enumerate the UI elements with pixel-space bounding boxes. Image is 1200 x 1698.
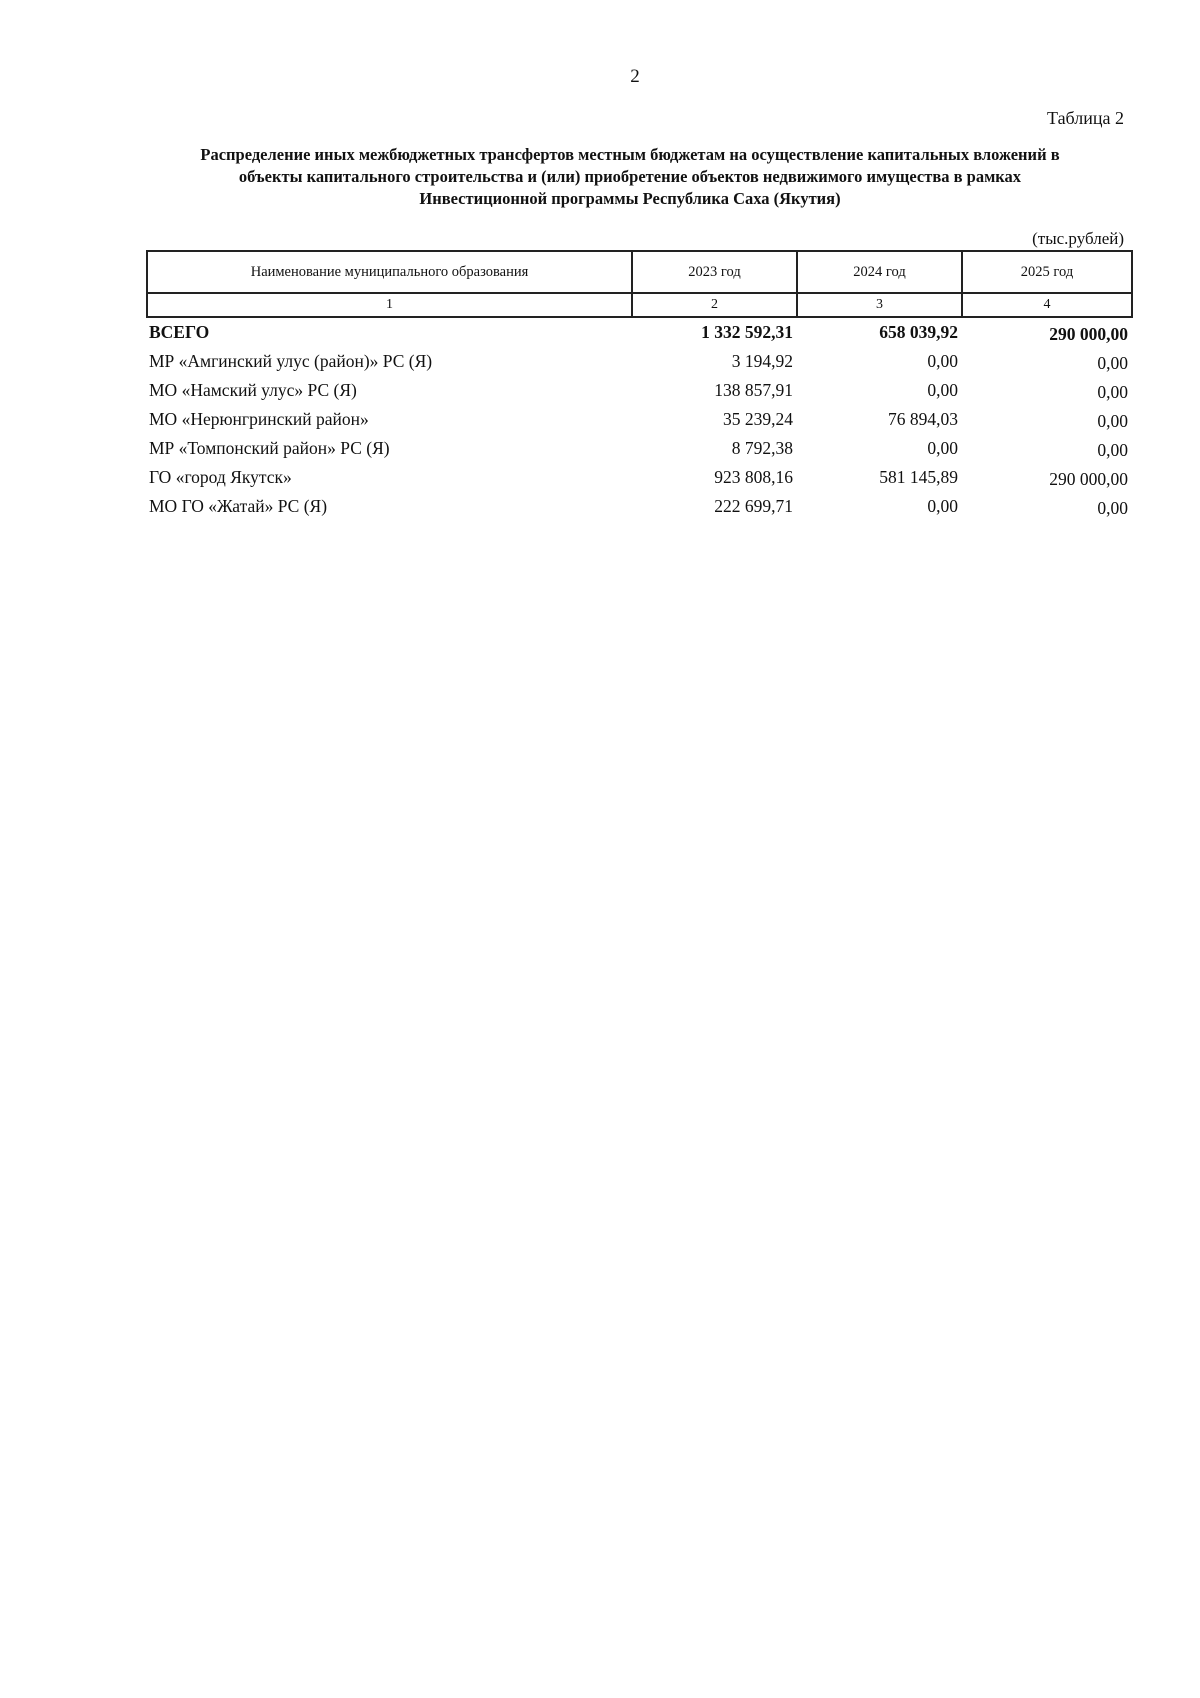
table-row (147, 347, 1132, 376)
value-2024: 0,00 (927, 438, 958, 458)
value-2023: 3 194,92 (731, 351, 793, 371)
row-name: МО «Намский улус» РС (Я) (149, 380, 357, 400)
column-number: 1 (147, 293, 632, 317)
value-2023: 35 239,24 (723, 409, 793, 429)
value-2023: 138 857,91 (714, 380, 793, 400)
row-name: МО ГО «Жатай» РС (Я) (149, 496, 328, 516)
column-number: 2 (632, 293, 797, 317)
row-name: ВСЕГО (149, 322, 210, 342)
value-2024: 76 894,03 (888, 409, 958, 429)
value-2024: 0,00 (927, 380, 958, 400)
table-row (147, 434, 1132, 463)
value-2023: 8 792,38 (731, 438, 793, 458)
value-2023: 923 808,16 (714, 467, 793, 487)
table-label: Таблица 2 (1047, 108, 1124, 128)
row-name: МР «Томпонский район» РС (Я) (149, 438, 390, 458)
title-line: Распределение иных межбюджетных трансфертов местным бюджетам на осуществление капитальных вложений в (200, 145, 1060, 164)
value-2024: 0,00 (927, 351, 958, 371)
header-2024: 2024 год (797, 251, 962, 293)
value-2023: 1 332 592,31 (701, 322, 793, 342)
value-2024: 581 145,89 (879, 467, 958, 487)
header-2023: 2023 год (632, 251, 797, 293)
table-row-total (147, 317, 1132, 347)
document-title (160, 144, 1100, 210)
table-row (147, 405, 1132, 434)
table-row (147, 492, 1132, 521)
header-2025: 2025 год (962, 251, 1132, 293)
value-2025: 0,00 (1097, 353, 1128, 373)
page-number: 2 (630, 66, 640, 87)
row-name: ГО «город Якутск» (149, 467, 292, 487)
value-2023: 222 699,71 (714, 496, 793, 516)
value-2025: 0,00 (1097, 440, 1128, 460)
column-number: 4 (962, 293, 1132, 317)
transfers-table (146, 250, 1133, 521)
column-number: 3 (797, 293, 962, 317)
value-2025: 0,00 (1097, 498, 1128, 518)
column-number-row (147, 293, 1132, 317)
value-2025: 0,00 (1097, 411, 1128, 431)
table-row (147, 463, 1132, 492)
title-line: объекты капитального строительства и (или) приобретение объектов недвижимого имущества в рамках (238, 167, 1022, 186)
table-row (147, 376, 1132, 405)
header-row (147, 251, 1132, 293)
value-2025: 290 000,00 (1049, 469, 1128, 489)
header-municipality: Наименование муниципального образования (147, 251, 632, 293)
value-2025: 290 000,00 (1049, 324, 1128, 344)
value-2024: 0,00 (927, 496, 958, 516)
row-name: МР «Амгинский улус (район)» РС (Я) (149, 351, 433, 371)
row-name: МО «Нерюнгринский район» (149, 409, 369, 429)
units-label: (тыс.рублей) (1032, 229, 1124, 248)
title-line: Инвестиционной программы Республика Саха (Якутия) (419, 189, 841, 208)
value-2025: 0,00 (1097, 382, 1128, 402)
value-2024: 658 039,92 (879, 322, 958, 342)
